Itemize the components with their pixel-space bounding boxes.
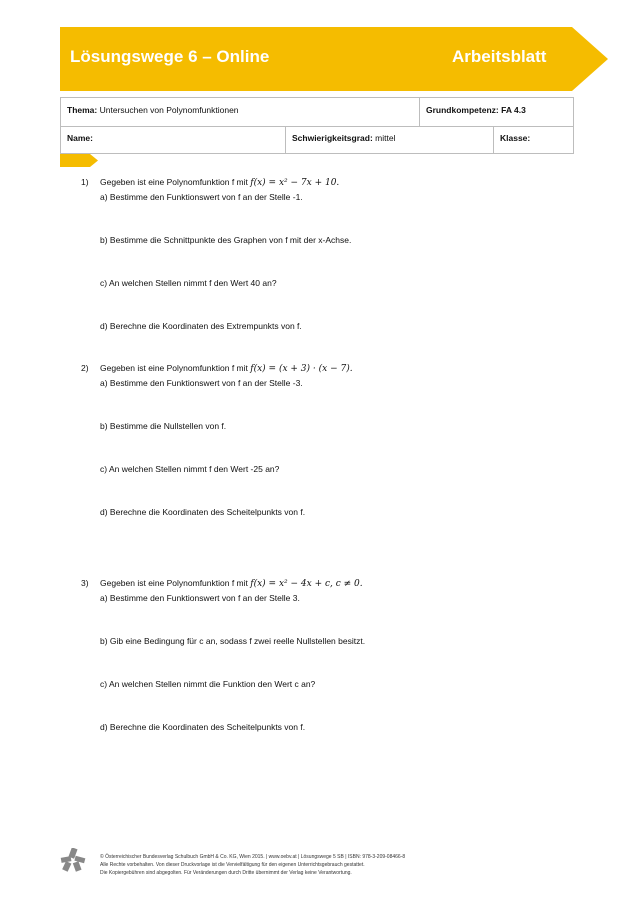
question-2-part-d: d) Berechne die Koordinaten des Scheitelpunkts von f. xyxy=(100,507,306,517)
question-2-part-a: a) Bestimme den Funktionswert von f an der Stelle -3. xyxy=(100,378,303,388)
competence-cell xyxy=(419,98,573,126)
name-label: Name: xyxy=(67,133,93,143)
question-1-part-d: d) Berechne die Koordinaten des Extrempunkts von f. xyxy=(100,321,302,331)
class-label: Klasse: xyxy=(500,133,531,143)
question-3-part-d: d) Berechne die Koordinaten des Scheitelpunkts von f. xyxy=(100,722,306,732)
competence-label: Grundkompetenz: xyxy=(426,105,499,115)
footer-line-2: Alle Rechte vorbehalten. Von dieser Druckvorlage ist die Vervielfältigung für den eigenen Unterrichtsgebrauch gestattet. xyxy=(100,862,365,868)
question-intro: Gegeben ist eine Polynomfunktion f mit f(x) = x² − 7x + 10. xyxy=(100,177,340,188)
banner-title: Lösungswege 6 – Online xyxy=(70,47,270,66)
question-number: 2) xyxy=(81,363,89,373)
difficulty-value: mittel xyxy=(375,133,396,143)
question-1-part-b: b) Bestimme die Schnittpunkte des Graphen von f mit der x-Achse. xyxy=(100,235,352,245)
question-number: 3) xyxy=(81,578,89,588)
question-1-part-c: c) An welchen Stellen nimmt f den Wert 40 an? xyxy=(100,278,277,288)
question-formula: f(x) = (x + 3) · (x − 7). xyxy=(250,364,353,374)
question-intro: Gegeben ist eine Polynomfunktion f mit f(x) = x² − 4x + c, c ≠ 0. xyxy=(100,578,363,589)
topic-value: Untersuchen von Polynomfunktionen xyxy=(99,105,239,115)
question-3-part-b: b) Gib eine Bedingung für c an, sodass f zwei reelle Nullstellen besitzt. xyxy=(100,636,366,646)
competence-value: FA 4.3 xyxy=(501,105,526,115)
footer-line-3: Die Kopiergebühren sind abgegolten. Für Veränderungen durch Dritte übernimmt der Verlag keine Verantwortung. xyxy=(100,870,352,876)
info-table xyxy=(60,97,574,154)
topic-cell xyxy=(61,98,419,126)
yellow-tab-marker xyxy=(60,154,100,167)
header-banner xyxy=(60,27,608,91)
class-cell xyxy=(493,126,573,154)
question-3-part-c: c) An welchen Stellen nimmt die Funktion den Wert c an? xyxy=(100,679,316,689)
question-3-part-a: a) Bestimme den Funktionswert von f an der Stelle 3. xyxy=(100,593,300,603)
question-formula: f(x) = x² − 4x + c, c ≠ 0. xyxy=(250,579,363,589)
footer-line-1: © Österreichischer Bundesverlag Schulbuch GmbH & Co. KG, Wien 2015. | www.oebv.at | Lösungswege 5 SB | ISBN: 978-3-209-08466-8 xyxy=(100,854,406,860)
question-1-part-a: a) Bestimme den Funktionswert von f an der Stelle -1. xyxy=(100,192,303,202)
publisher-logo-icon xyxy=(60,848,86,872)
question-number: 1) xyxy=(81,177,89,187)
question-intro: Gegeben ist eine Polynomfunktion f mit f(x) = (x + 3) · (x − 7). xyxy=(100,363,353,374)
info-row-name xyxy=(61,126,573,154)
name-cell xyxy=(61,126,285,154)
question-formula: f(x) = x² − 7x + 10. xyxy=(250,178,340,188)
question-2-part-c: c) An welchen Stellen nimmt f den Wert -25 an? xyxy=(100,464,280,474)
info-row-topic xyxy=(61,98,573,127)
difficulty-label: Schwierigkeitsgrad: xyxy=(292,133,373,143)
worksheet-label: Arbeitsblatt xyxy=(452,47,547,66)
difficulty-cell xyxy=(285,126,493,154)
question-2-part-b: b) Bestimme die Nullstellen von f. xyxy=(100,421,227,431)
footer-copyright xyxy=(100,853,405,877)
topic-label: Thema: xyxy=(67,105,98,115)
